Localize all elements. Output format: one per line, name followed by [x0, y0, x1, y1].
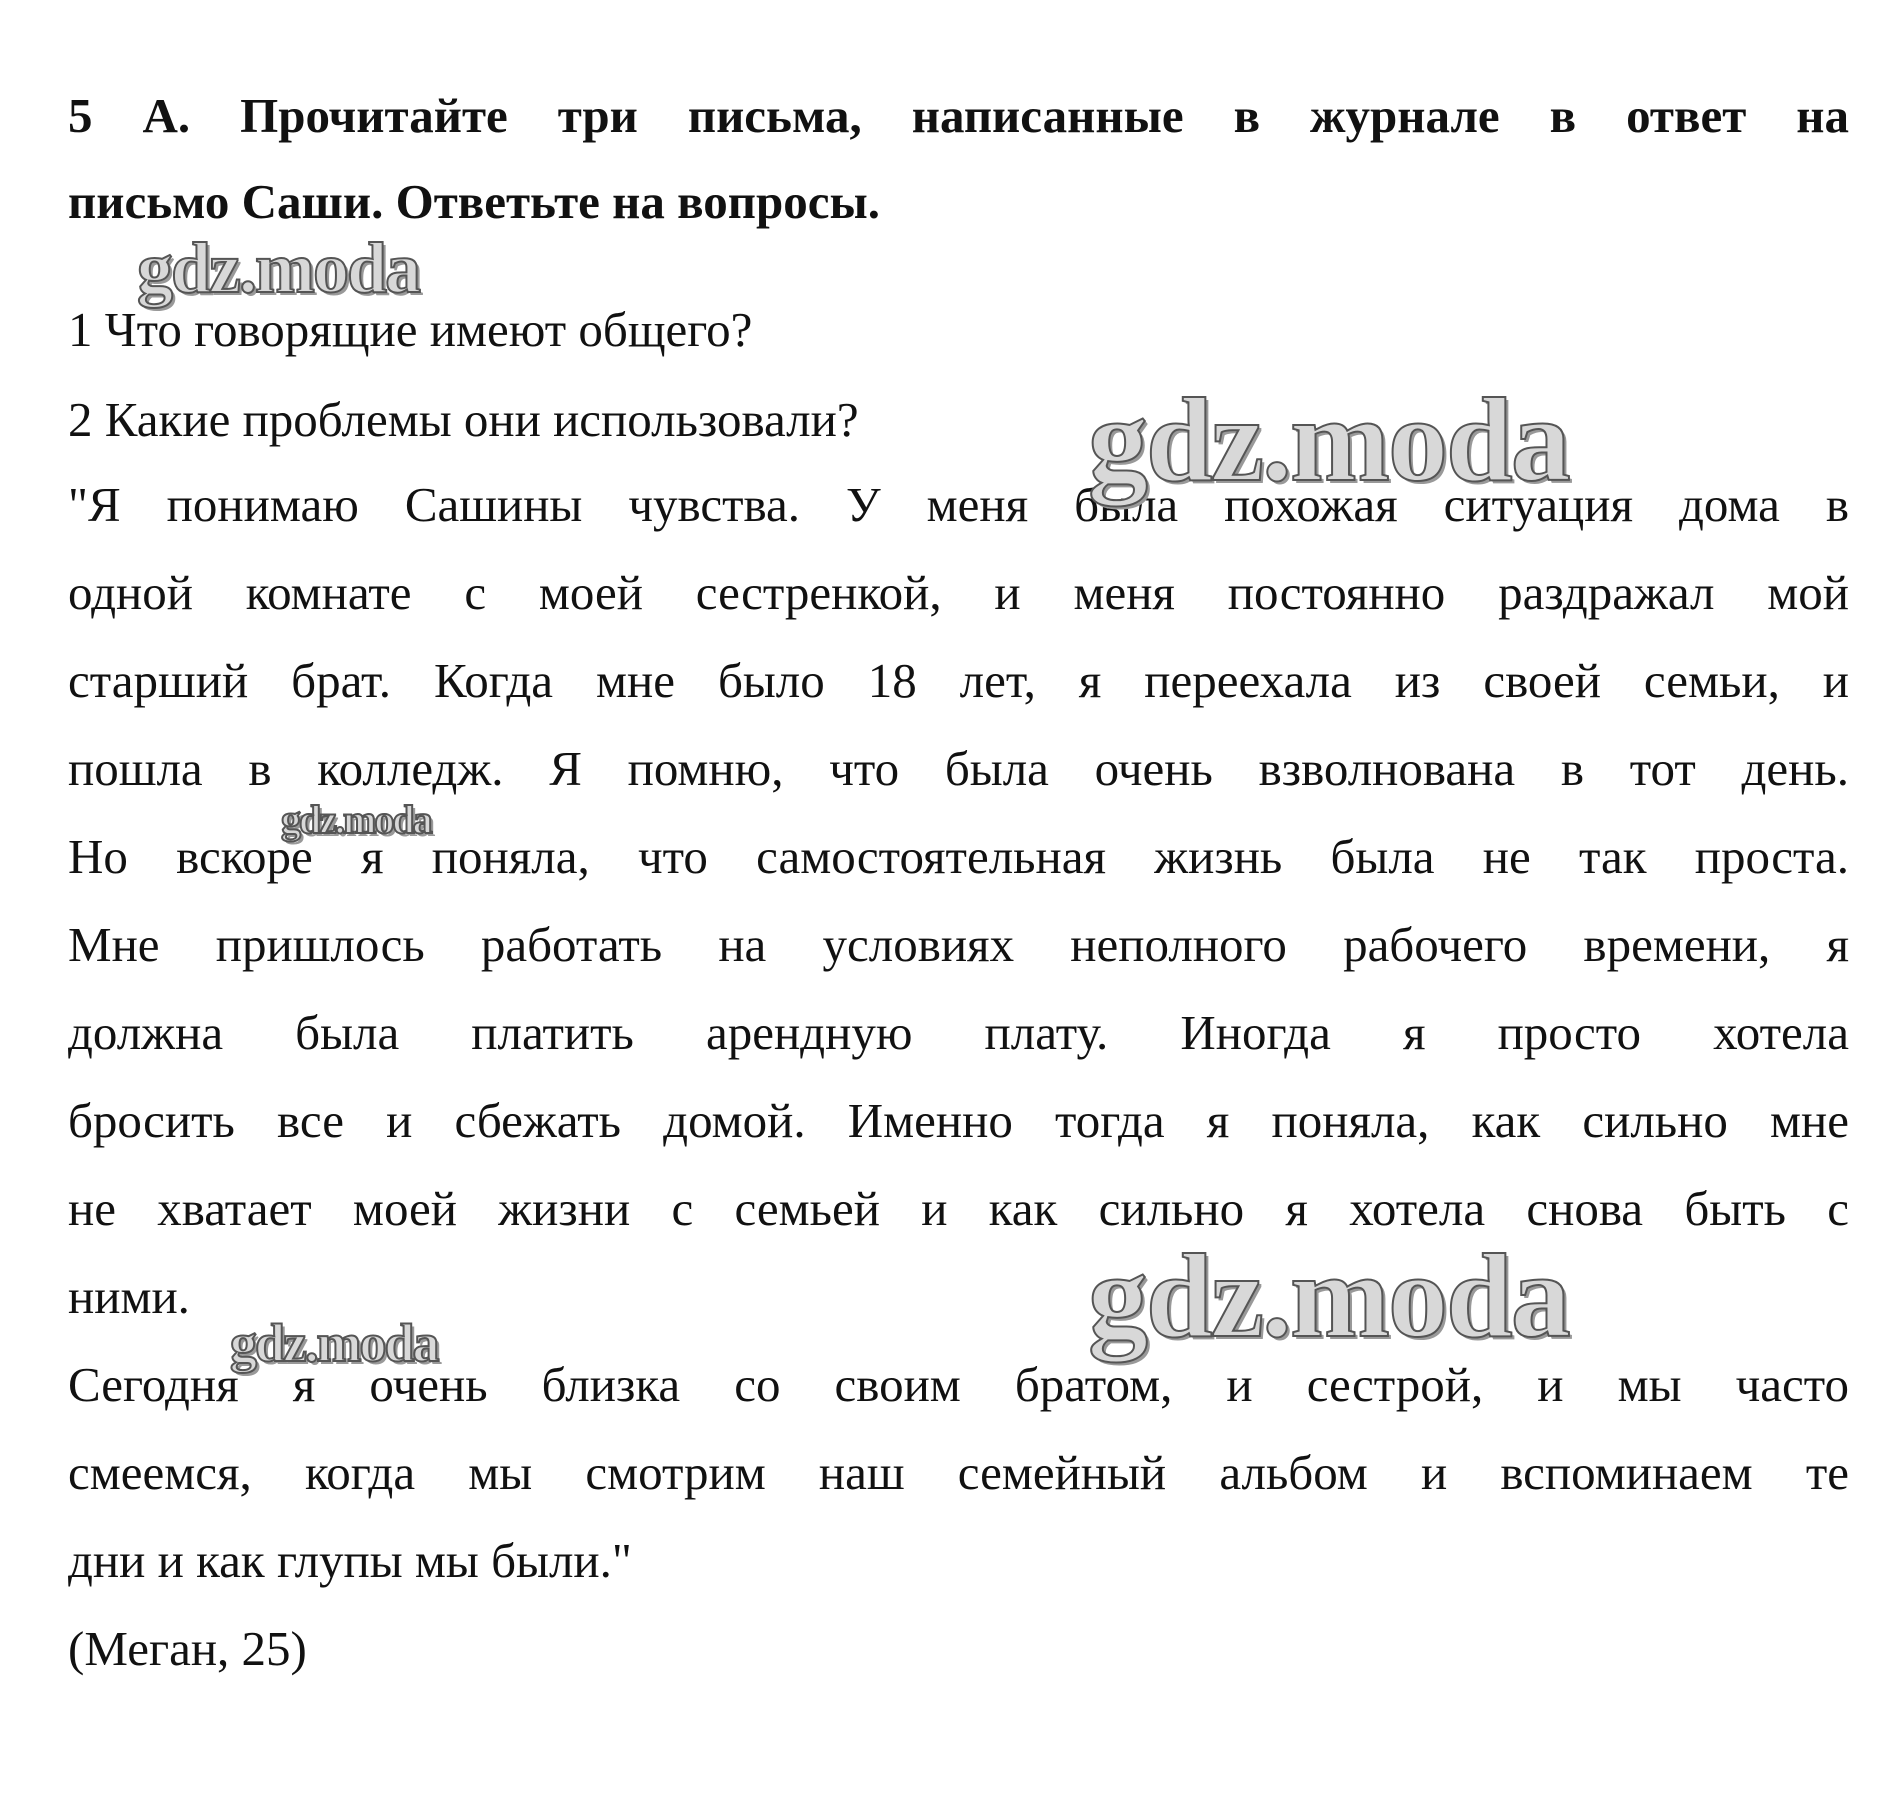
- letter-signature: (Меган, 25): [68, 1621, 307, 1676]
- letter-line: Сегодня я очень близка со своим братом, и сестрой, и мы часто: [68, 1357, 1849, 1412]
- watermark: gdz.moda: [137, 228, 420, 308]
- letter-line: ними.: [68, 1269, 190, 1324]
- letter-line: пошла в колледж. Я помню, что была очень взволнована в тот день.: [68, 741, 1849, 796]
- letter-line: Мне пришлось работать на условиях неполного рабочего времени, я: [68, 917, 1849, 972]
- watermark: gdz.moda: [1088, 1229, 1569, 1362]
- title-line: 5 А. Прочитайте три письма, написанные в журнале в ответ на: [68, 88, 1849, 143]
- letter-line: Но вскоре я поняла, что самостоятельная жизнь была не так проста.: [68, 829, 1849, 884]
- question-1: 1 Что говорящие имеют общего?: [68, 302, 753, 357]
- letter-line: одной комнате с моей сестренкой, и меня постоянно раздражал мой: [68, 565, 1849, 620]
- watermark: gdz.moda: [281, 797, 431, 842]
- watermark: gdz.moda: [1088, 373, 1569, 506]
- watermark: gdz.moda: [230, 1313, 438, 1373]
- letter-line: не хватает моей жизни с семьей и как сильно я хотела снова быть с: [68, 1181, 1849, 1236]
- letter-line: старший брат. Когда мне было 18 лет, я переехала из своей семьи, и: [68, 653, 1849, 708]
- letter-line: "Я понимаю Сашины чувства. У меня была похожая ситуация дома в: [68, 477, 1849, 532]
- letter-line: должна была платить арендную плату. Иногда я просто хотела: [68, 1005, 1849, 1060]
- letter-line: дни и как глупы мы были.": [68, 1533, 632, 1588]
- question-2: 2 Какие проблемы они использовали?: [68, 392, 859, 447]
- title-line: письмо Саши. Ответьте на вопросы.: [68, 174, 881, 229]
- letter-line: смеемся, когда мы смотрим наш семейный альбом и вспоминаем те: [68, 1445, 1849, 1500]
- letter-line: бросить все и сбежать домой. Именно тогда я поняла, как сильно мне: [68, 1093, 1849, 1148]
